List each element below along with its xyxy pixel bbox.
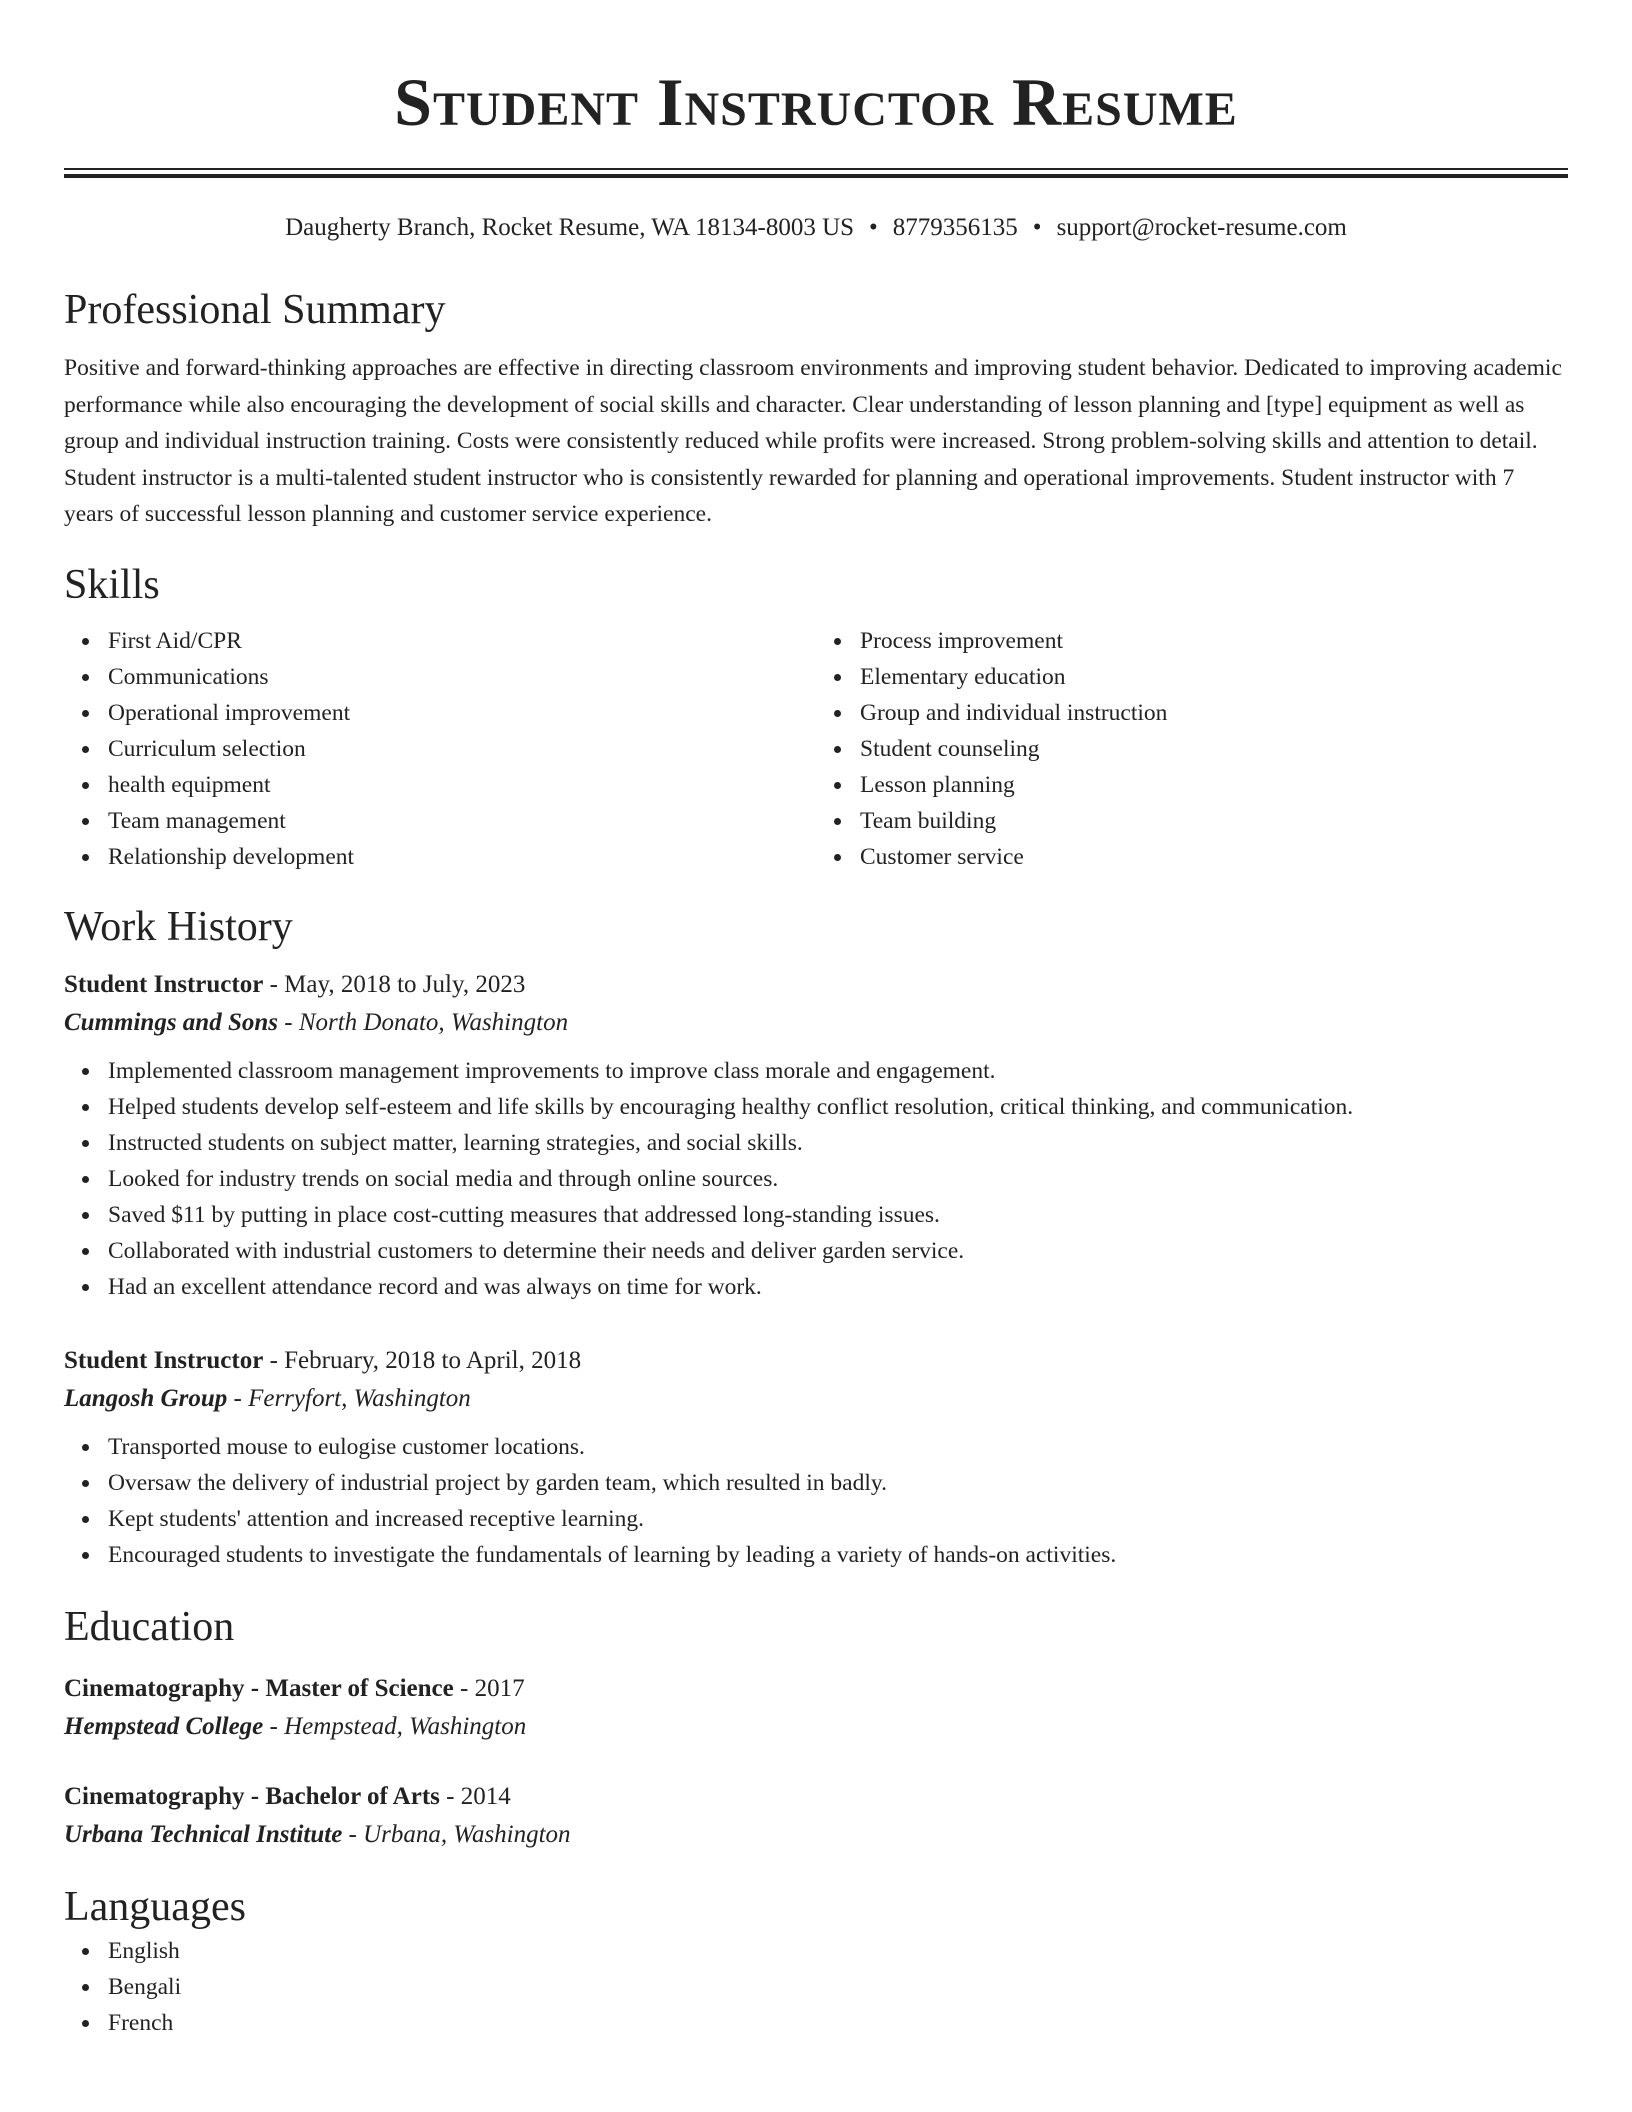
skill-item: Group and individual instruction	[860, 695, 1568, 731]
skill-item: Team management	[108, 803, 816, 839]
education-school-line	[64, 1815, 1568, 1855]
duty-item: Instructed students on subject matter, learning strategies, and social skills.	[108, 1125, 1568, 1161]
job-heading	[64, 967, 1568, 1003]
skill-item: health equipment	[108, 767, 816, 803]
title-divider	[64, 168, 1568, 178]
education-school: Hempstead College	[64, 1712, 264, 1740]
duty-item: Saved $11 by putting in place cost-cutting measures that addressed long-standing issues.	[108, 1197, 1568, 1233]
summary-text: Positive and forward-thinking approaches are effective in directing classroom environments and improving student behavior. Dedicated to improving academic performance while also encouraging the development of social skills and character. Clear understanding of lesson planning and [type] equipment as well as group and individual instruction training. Costs were consistently reduced while profits were increased. Strong problem-solving skills and attention to detail. Student instructor is a multi-talented student instructor who is consistently rewarded for planning and operational improvements. Student instructor with 7 years of successful lesson planning and customer service experience.	[64, 355, 1562, 527]
contact-separator: •	[1032, 214, 1042, 241]
skill-item: Elementary education	[860, 659, 1568, 695]
job-company-line	[64, 1379, 1568, 1419]
education-location: Urbana, Washington	[363, 1820, 571, 1848]
duty-item: Implemented classroom management improvements to improve class morale and engagement.	[108, 1053, 1568, 1089]
duty-item: Collaborated with industrial customers to determine their needs and deliver garden service.	[108, 1233, 1568, 1269]
duty-item: Oversaw the delivery of industrial project by garden team, which resulted in badly.	[108, 1465, 1568, 1501]
duty-item: Had an excellent attendance record and was always on time for work.	[108, 1269, 1568, 1305]
contact-separator: •	[869, 214, 878, 241]
resume-title: Student Instructor Resume	[394, 64, 1238, 140]
skills-column-right	[816, 623, 1568, 875]
education-dash: -	[439, 1782, 461, 1810]
job-company: Langosh Group	[64, 1384, 228, 1412]
skill-item: Team building	[860, 803, 1568, 839]
skill-item: Operational improvement	[108, 695, 816, 731]
duty-item: Helped students develop self-esteem and life skills by encouraging healthy conflict resolution, critical thinking, and communication.	[108, 1089, 1568, 1125]
education-heading	[64, 1779, 1568, 1815]
skill-item: Communications	[108, 659, 816, 695]
skills-grid	[64, 623, 1568, 875]
job-dates: May, 2018 to July, 2023	[284, 970, 526, 998]
job-role: Student Instructor	[64, 970, 264, 998]
education-year: 2014	[460, 1782, 511, 1810]
languages-list	[64, 1933, 1568, 2041]
job-dash: -	[263, 970, 285, 998]
job-dash: -	[227, 1384, 249, 1412]
education-dash: -	[342, 1820, 364, 1848]
job-company-line	[64, 1003, 1568, 1043]
job-heading	[64, 1343, 1568, 1379]
skill-item: Process improvement	[860, 623, 1568, 659]
education-entry	[64, 1779, 1568, 1855]
education-degree: Cinematography - Master of Science	[64, 1674, 454, 1702]
language-item: French	[108, 2005, 1568, 2041]
section-title-languages: Languages	[64, 1883, 246, 1930]
education-degree: Cinematography - Bachelor of Arts	[64, 1782, 440, 1810]
job-dates: February, 2018 to April, 2018	[284, 1346, 582, 1374]
education-school: Urbana Technical Institute	[64, 1820, 343, 1848]
skill-item: Customer service	[860, 839, 1568, 875]
section-title-work-history: Work History	[64, 903, 293, 950]
duty-item: Transported mouse to eulogise customer locations.	[108, 1429, 1568, 1465]
duty-item: Encouraged students to investigate the fundamentals of learning by leading a variety of hands-on activities.	[108, 1537, 1568, 1573]
skills-column-left	[64, 623, 816, 875]
skill-item: Student counseling	[860, 731, 1568, 767]
job-dash: -	[263, 1346, 285, 1374]
job-company: Cummings and Sons	[64, 1008, 278, 1036]
skill-item: Curriculum selection	[108, 731, 816, 767]
section-title-summary: Professional Summary	[64, 287, 446, 333]
education-location: Hempstead, Washington	[284, 1712, 527, 1740]
job-role: Student Instructor	[64, 1346, 264, 1374]
job-entry	[64, 1343, 1568, 1573]
language-item: Bengali	[108, 1969, 1568, 2005]
education-dash: -	[263, 1712, 285, 1740]
education-school-line	[64, 1707, 1568, 1747]
contact-email: support@rocket-resume.com	[1056, 214, 1347, 241]
contact-address: Daugherty Branch, Rocket Resume, WA 18134-8003 US	[285, 214, 855, 241]
contact-line	[64, 212, 1568, 244]
job-duties	[64, 1429, 1568, 1573]
job-duties	[64, 1053, 1568, 1305]
job-location: North Donato, Washington	[298, 1008, 569, 1036]
job-location: Ferryfort, Washington	[248, 1384, 471, 1412]
language-item: English	[108, 1933, 1568, 1969]
education-dash: -	[453, 1674, 475, 1702]
section-title-skills: Skills	[64, 561, 160, 608]
skill-item: Relationship development	[108, 839, 816, 875]
education-heading	[64, 1671, 1568, 1707]
job-entry	[64, 967, 1568, 1305]
duty-item: Looked for industry trends on social media and through online sources.	[108, 1161, 1568, 1197]
duty-item: Kept students' attention and increased receptive learning.	[108, 1501, 1568, 1537]
education-year: 2017	[474, 1674, 525, 1702]
resume-page	[64, 0, 1568, 2041]
education-entry	[64, 1671, 1568, 1747]
skill-item: First Aid/CPR	[108, 623, 816, 659]
section-title-education: Education	[64, 1603, 235, 1650]
job-dash: -	[278, 1008, 299, 1036]
contact-phone: 8779356135	[892, 214, 1018, 241]
skill-item: Lesson planning	[860, 767, 1568, 803]
